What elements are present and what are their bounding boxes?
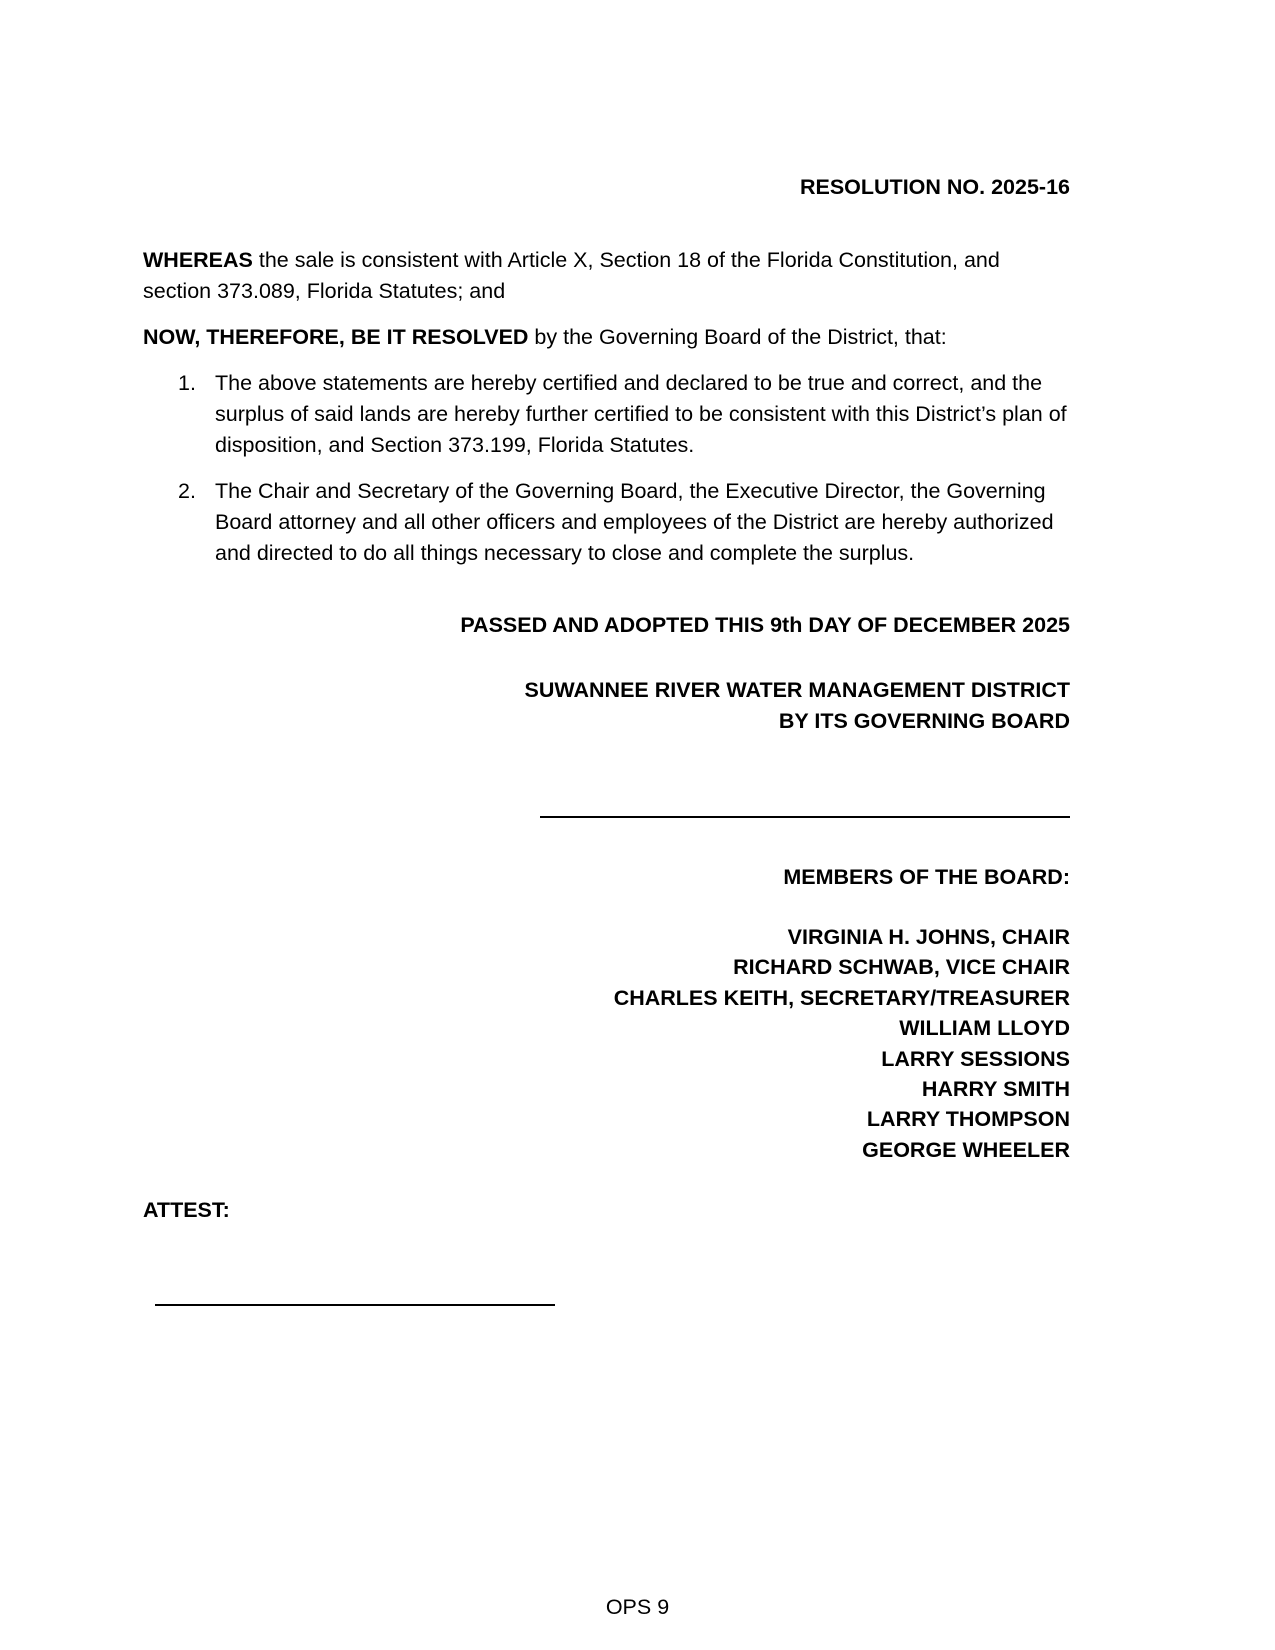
member-name: HARRY SMITH xyxy=(921,1077,1070,1102)
members-list xyxy=(143,922,1070,1165)
member-name: VIRGINIA H. JOHNS, CHAIR xyxy=(787,925,1070,949)
list-item xyxy=(143,368,1070,461)
list-item-text: The above statements are hereby certified and declared to be true and correct, and the surplus of said lands are hereby further certified to be consistent with this District’s plan of disposition, and Section 373.199, Florida Statutes. xyxy=(215,371,1067,457)
attest-signature-area xyxy=(143,1299,1070,1306)
members-heading: MEMBERS OF THE BOARD: xyxy=(783,865,1070,889)
resolved-lead: NOW, THEREFORE, BE IT RESOLVED xyxy=(143,325,529,349)
resolution-list xyxy=(143,368,1070,569)
whereas-paragraph xyxy=(143,245,1070,307)
list-item-text: The Chair and Secretary of the Governing Board, the Executive Director, the Governing Board attorney and all other officers and employees of the District are hereby authorized and directed to do all things necessary to close and complete the surplus. xyxy=(215,479,1054,565)
passed-adopted-line: PASSED AND ADOPTED THIS 9th DAY OF DECEMBER 2025 xyxy=(460,613,1070,637)
attest-signature-line xyxy=(155,1304,555,1306)
member-name: LARRY SESSIONS xyxy=(881,1046,1070,1071)
resolved-text: by the Governing Board of the District, that: xyxy=(528,325,947,349)
member-name: WILLIAM LLOYD xyxy=(899,1016,1070,1041)
board-signature-area xyxy=(143,811,1070,818)
board-signature-line xyxy=(540,816,1070,818)
district-name-line: SUWANNEE RIVER WATER MANAGEMENT DISTRICT xyxy=(524,678,1070,702)
resolution-number: RESOLUTION NO. 2025-16 xyxy=(799,175,1070,199)
page-footer-label: OPS 9 xyxy=(605,1595,670,1619)
list-item-number: 2. xyxy=(178,479,196,503)
resolved-paragraph xyxy=(143,322,1070,353)
list-item-number: 1. xyxy=(178,371,196,395)
whereas-lead: WHEREAS xyxy=(143,248,253,272)
member-name: CHARLES KEITH, SECRETARY/TREASURER xyxy=(613,985,1070,1010)
list-item xyxy=(143,476,1070,569)
district-block xyxy=(143,675,1070,737)
attest-label: ATTEST: xyxy=(143,1198,230,1223)
member-name: LARRY THOMPSON xyxy=(866,1107,1070,1132)
member-name: RICHARD SCHWAB, VICE CHAIR xyxy=(733,955,1070,980)
whereas-text: the sale is consistent with Article X, Section 18 of the Florida Constitution, and section 373.089, Florida Statutes; and xyxy=(143,248,1000,303)
governing-board-line: BY ITS GOVERNING BOARD xyxy=(778,709,1070,733)
member-name: GEORGE WHEELER xyxy=(862,1137,1070,1162)
